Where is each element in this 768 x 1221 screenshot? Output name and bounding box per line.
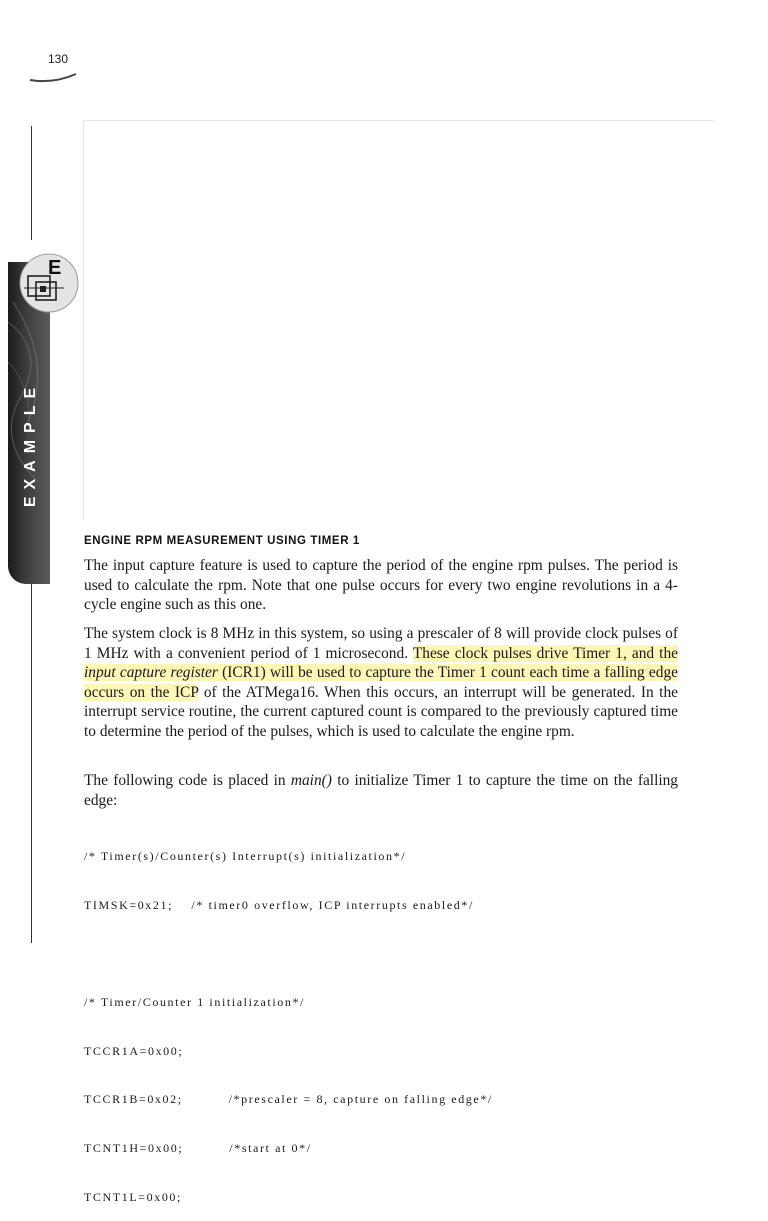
page-number-swoosh [28, 70, 78, 84]
code-line: TCNT1L=0x00; [84, 1189, 182, 1204]
code-line: /* Timer(s)/Counter(s) Interrupt(s) initialization*/ [84, 849, 407, 864]
figure-frame-top [84, 120, 714, 121]
code-line [84, 946, 493, 962]
margin-rule-bottom [31, 583, 32, 943]
figure-frame-left [83, 120, 84, 520]
code-line: TCCR1B=0x02; /*prescaler = 8, capture on falling edge*/ [84, 1092, 493, 1107]
paragraph-3: The following code is placed in main() to initialize Timer 1 to capture the time on the falling edge: [84, 772, 679, 809]
code-line: /* Timer/Counter 1 initialization*/ [84, 995, 305, 1010]
margin-rule-top [31, 126, 32, 240]
code-line: TCNT1H=0x00; /*start at 0*/ [84, 1141, 312, 1156]
paragraph-1: The input capture feature is used to capture the period of the engine rpm pulses. The period is used to calculate the rpm. Note that one pulse occurs for every two engine revolutions in a 4-cycle engine such as this one. [84, 557, 678, 613]
page-number: 130 [48, 52, 69, 66]
example-label: EXAMPLE [22, 380, 39, 508]
paragraph-2: The system clock is 8 MHz in this system, so using a prescaler of 8 will provide clock pulses of 1 MHz with a convenient period of 1 microsecond. These clock pulses drive Timer 1, and the input capture register (ICR1) will be used to capture the Timer 1 count each time a falling edge occurs on the ICP of the ATMega16. When this occurs, an interrupt will be generated. In the interrupt service routine, the current captured count is compared to the previously captured time to determine the period of the pulses, which is used to calculate the engine rpm. [84, 625, 678, 740]
code-line: TCCR1A=0x00; [84, 1043, 184, 1058]
code-listing [84, 816, 493, 1221]
section-heading: ENGINE RPM MEASUREMENT USING TIMER 1 [84, 535, 360, 547]
highlight: These clock pulses drive Timer 1, and the input capture register (ICR1) will be used to capture the Timer 1 count each time a falling edge occurs on the ICP [84, 644, 678, 701]
badge-letter: E [48, 257, 62, 279]
code-line: TIMSK=0x21; /* timer0 overflow, ICP interrupts enabled*/ [84, 898, 474, 913]
example-badge-icon [18, 252, 80, 314]
